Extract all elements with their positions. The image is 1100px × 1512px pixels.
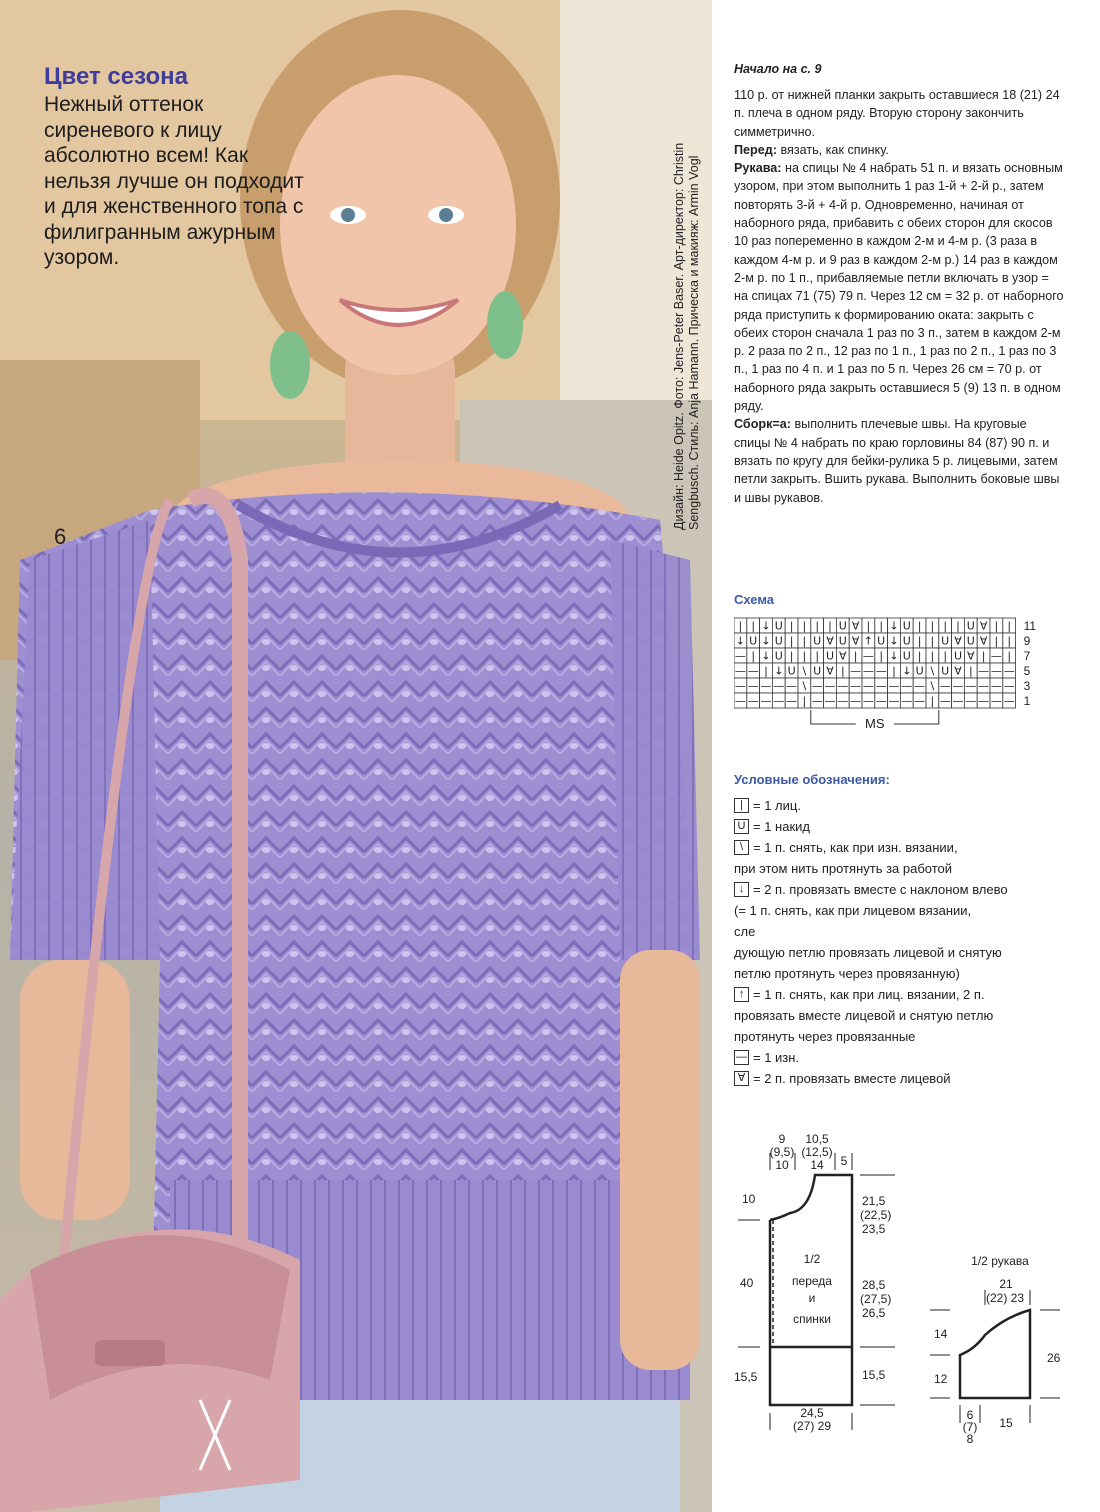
chart-symbol: — — [939, 694, 951, 708]
chart-symbol: ↓ — [761, 649, 771, 663]
legend-symbol: ↑ — [734, 987, 749, 1002]
chart-symbol: U — [774, 649, 783, 663]
body-label-1: 1/2 — [803, 1252, 821, 1266]
dim-right-2b: (27,5) — [860, 1292, 892, 1306]
dim-top-b2: (12,5) — [801, 1145, 833, 1159]
dim-left-bottom: 15,5 — [734, 1370, 758, 1384]
legend-item — [734, 942, 1074, 963]
dim-top-b1: 10,5 — [805, 1132, 829, 1146]
legend-text: петлю протянуть через провязанную) — [734, 966, 960, 981]
chart-row-number: 9 — [1023, 634, 1031, 648]
headline-text: Нежный оттенок сиреневого к лицу абсолютно всем! Как нельзя лучше он подходит и для женственного топа с филигранным ажурным узором. — [44, 93, 304, 269]
chart-symbol: — — [811, 679, 823, 693]
chart-symbol: | — [930, 694, 935, 708]
chart-symbol: — — [734, 679, 746, 693]
chart-symbol: ∀ — [826, 634, 834, 648]
dim-right-1b: (22,5) — [860, 1208, 892, 1222]
legend-item — [734, 795, 1074, 816]
chart-symbol: | — [943, 619, 948, 633]
chart-symbol: — — [786, 679, 798, 693]
sleeve-schematic — [930, 1254, 1061, 1446]
chart-symbol: — — [837, 694, 849, 708]
chart-row-number: 5 — [1023, 664, 1031, 678]
chart-symbol: U — [787, 664, 796, 678]
chart-symbol: — — [990, 649, 1002, 663]
chart-symbol: ↓ — [902, 664, 912, 678]
chart-symbol: U — [749, 634, 758, 648]
chart-symbol: — — [965, 694, 977, 708]
article-text — [734, 62, 1064, 507]
chart-symbol: — — [914, 679, 926, 693]
legend-text: дующую петлю провязать лицевой и снятую — [734, 945, 1002, 960]
chart-symbol: — — [850, 679, 862, 693]
chart-symbol: ↓ — [889, 634, 899, 648]
chart-symbol: — — [862, 694, 874, 708]
knitting-chart — [734, 616, 1064, 746]
front-text: вязать, как спинку. — [780, 142, 889, 157]
dim-top-a3: 10 — [775, 1158, 789, 1172]
legend-item — [734, 1026, 1074, 1047]
chart-symbol: U — [838, 619, 847, 633]
dim-right-3: 15,5 — [862, 1368, 886, 1382]
legend-item — [734, 963, 1074, 984]
credits-line-2: Sengbusch. Стиль: Anja Hamann. Прическа и макияж: Armin Vogl — [687, 155, 701, 530]
dim-left-mid: 40 — [740, 1276, 754, 1290]
chart-symbol: | — [1007, 619, 1012, 633]
chart-symbol: ∀ — [979, 619, 988, 633]
headline-title: Цвет сезона — [44, 63, 188, 90]
chart-symbol: — — [811, 694, 823, 708]
chart-symbol: U — [774, 619, 783, 633]
chart-symbol: — — [965, 679, 977, 693]
chart-symbol: ∀ — [851, 619, 860, 633]
sleeves-text: на спицы № 4 набрать 51 п. и вязать основным узором, при этом выполнить 1 раз 1-й + 2-й р., затем повторять 3-й + 4-й р. Одновременно, начиная от наборного ряда, прибавить с обеих сторон для скосов 10 раз попеременно в каждом 2-м и 4-м р. (3 раза в каждом 4-м р. и 9 раз в каждом 2-м р.) 14 раз в каждом 2-м р. по 1 п., прибавляемые петли включать в узор = на спицах 71 (75) 79 п. Через 12 см = 32 р. от наборного ряда приступить к формированию оката: закрыть с обеих сторон сначала 1 раз по 3 п., затем в каждом 2-м р. 2 раза по 2 п., 12 раз по 1 п., 1 раз по 2 п., 1 раз по 3 п., 1 раз по 4 п. и 1 раз по 5 п. Через 26 см = 70 р. от наборного ряда закрыть оставшиеся 5 (9) 13 п. в одном ряду. — [734, 161, 1064, 414]
chart-symbol: \ — [802, 679, 807, 693]
chart-symbol: | — [879, 649, 884, 663]
chart-symbol: — — [952, 694, 964, 708]
chart-symbol: | — [879, 619, 884, 633]
chart-symbol: — — [773, 694, 785, 708]
chart-symbol: U — [774, 634, 783, 648]
chart-symbol: ∀ — [826, 664, 834, 678]
chart-symbol: ↓ — [889, 649, 899, 663]
chart-symbol: \ — [802, 664, 807, 678]
legend-symbol: \ — [734, 840, 749, 855]
chart-symbol: U — [902, 634, 911, 648]
chart-symbol: | — [789, 649, 794, 663]
chart-symbol: ↑ — [863, 634, 874, 648]
legend-item — [734, 837, 1074, 858]
legend-list — [734, 795, 1074, 1089]
credits-line-1: Дизайн: Heide Opitz. Фото: Jens-Peter Baser. Арт-директор: Christin — [672, 142, 686, 530]
chart-symbol: | — [815, 619, 820, 633]
chart-symbol: — — [875, 664, 887, 678]
chart-symbol: — — [862, 649, 874, 663]
body-label-2: переда — [792, 1274, 832, 1288]
sleeve-bottom-a3: 8 — [966, 1432, 974, 1446]
legend-text: провязать вместе лицевой и снятую петлю — [734, 1008, 994, 1023]
chart-row-number: 7 — [1023, 649, 1031, 663]
legend-symbol: | — [734, 798, 749, 813]
chart-symbol: \ — [930, 679, 935, 693]
dim-right-2c: 26,5 — [862, 1306, 886, 1320]
sleeve-right: 26 — [1047, 1351, 1061, 1365]
chart-symbol: | — [892, 664, 896, 678]
sleeve-bottom-a1: 6 — [966, 1408, 974, 1422]
chart-symbol: | — [789, 634, 794, 648]
page-number: 6 — [54, 524, 67, 549]
chart-symbol: — — [990, 694, 1002, 708]
chart-symbol: | — [815, 649, 820, 663]
dim-right-2a: 28,5 — [862, 1278, 886, 1292]
continued-from: Начало на с. 9 — [734, 62, 822, 76]
chart-symbol: | — [917, 649, 922, 663]
legend-item — [734, 816, 1074, 837]
chart-symbol: U — [915, 664, 924, 678]
chart-symbol: U — [941, 664, 950, 678]
chart-symbol: — — [978, 694, 990, 708]
repeat-label: MS — [865, 716, 885, 731]
chart-symbol: ∀ — [954, 664, 962, 678]
sleeve-top-2: (22) 23 — [985, 1291, 1025, 1305]
front-label: Перед: — [734, 142, 777, 157]
chart-symbol: | — [1007, 634, 1012, 648]
paragraph-sleeves — [734, 159, 1064, 415]
chart-row-number: 1 — [1023, 694, 1031, 708]
chart-symbol: | — [738, 619, 743, 633]
paragraph-assembly — [734, 415, 1064, 506]
legend-text: = 2 п. провязать вместе лицевой — [753, 1071, 951, 1086]
chart-symbol: — — [760, 679, 772, 693]
chart-symbol: | — [930, 634, 935, 648]
chart-symbol: | — [802, 619, 807, 633]
chart-symbol: ∀ — [967, 649, 975, 663]
chart-symbol: U — [813, 634, 822, 648]
legend-title: Условные обозначения: — [734, 772, 890, 787]
legend-symbol: ∀ — [734, 1071, 749, 1086]
chart-symbol: — — [862, 664, 874, 678]
chart-symbol: U — [902, 649, 911, 663]
chart-symbol: — — [824, 679, 836, 693]
chart-symbol: — — [990, 679, 1002, 693]
chart-symbol: | — [751, 649, 756, 663]
chart-symbol: — — [1003, 664, 1015, 678]
chart-symbol: — — [875, 694, 887, 708]
legend-item — [734, 1068, 1074, 1089]
paragraph-front — [734, 141, 1064, 159]
chart-symbol: — — [978, 664, 990, 678]
chart-symbol: — — [734, 694, 746, 708]
dim-right-1c: 23,5 — [862, 1222, 886, 1236]
chart-symbol: — — [850, 664, 862, 678]
legend-item — [734, 879, 1074, 900]
chart-symbol: | — [751, 619, 756, 633]
chart-symbol: | — [802, 634, 807, 648]
legend-text: = 1 лиц. — [753, 798, 801, 813]
instructions-body — [734, 86, 1064, 507]
chart-symbol: ↓ — [735, 634, 746, 648]
chart-symbol: — — [747, 679, 759, 693]
chart-symbol: | — [853, 649, 858, 663]
chart-symbol: — — [862, 679, 874, 693]
dim-bottom-2: (27) 29 — [792, 1419, 832, 1433]
chart-symbol: | — [943, 649, 948, 663]
legend-text: = 2 п. провязать вместе с наклоном влево — [753, 882, 1008, 897]
chart-symbol: | — [802, 649, 807, 663]
legend-text: = 1 изн. — [753, 1050, 800, 1065]
chart-symbol: — — [901, 694, 913, 708]
chart-symbol: ∀ — [839, 649, 847, 663]
paragraph-shoulder: 110 р. от нижней планки закрыть оставшиеся 18 (21) 24 п. плеча в одном ряду. Вторую сторону закончить симметрично. — [734, 88, 1060, 139]
photo-credits — [672, 60, 702, 530]
chart-symbol: | — [981, 649, 986, 663]
chart-symbol: ↓ — [761, 634, 771, 648]
chart-symbol: U — [966, 619, 975, 633]
chart-symbol: U — [902, 619, 911, 633]
chart-symbol: | — [968, 664, 973, 678]
chart-symbol: U — [953, 649, 963, 663]
chart-symbol: — — [952, 679, 964, 693]
legend-symbol: U — [734, 819, 749, 834]
chart-symbol: — — [914, 694, 926, 708]
chart-symbol: — — [824, 694, 836, 708]
dim-top-a2: (9,5) — [769, 1145, 795, 1159]
chart-symbol: — — [939, 679, 951, 693]
chart-symbol: | — [930, 649, 935, 663]
legend-symbol: — — [736, 1051, 747, 1063]
chart-row-number: 3 — [1023, 679, 1031, 693]
legend-text: при этом нить протянуть за работой — [734, 861, 953, 876]
chart-symbol: ∀ — [954, 634, 962, 648]
legend-item — [734, 1005, 1074, 1026]
chart-symbol: — — [990, 664, 1002, 678]
chart-symbol: — — [773, 679, 785, 693]
sleeves-label: Рукава: — [734, 161, 782, 176]
chart-symbol: ∀ — [851, 634, 860, 648]
sleeve-left-2: 12 — [934, 1372, 948, 1386]
assembly-label: Сборк=а: — [734, 417, 791, 432]
dim-top-c: 5 — [840, 1154, 848, 1168]
chart-symbol: ↓ — [889, 619, 899, 633]
chart-symbol: U — [813, 664, 822, 678]
chart-symbol: ∀ — [979, 634, 988, 648]
chart-symbol: | — [956, 619, 960, 633]
chart-symbol: — — [760, 694, 772, 708]
sleeve-left-1: 14 — [934, 1327, 948, 1341]
legend-text: протянуть через провязанные — [734, 1029, 916, 1044]
sleeve-title: 1/2 рукава — [971, 1254, 1029, 1268]
schema-title: Схема — [734, 592, 775, 607]
chart-symbol: — — [837, 679, 849, 693]
sleeve-bottom-a2: (7) — [962, 1420, 978, 1434]
chart-symbol: | — [866, 619, 871, 633]
chart-symbol: | — [917, 619, 922, 633]
chart-row-number: 11 — [1023, 619, 1037, 633]
chart-symbol: | — [994, 619, 999, 633]
chart-symbol: | — [789, 619, 794, 633]
legend-item — [734, 900, 1074, 942]
dim-left-top: 10 — [742, 1192, 756, 1206]
chart-symbol: — — [850, 694, 862, 708]
chart-symbol: — — [1003, 694, 1015, 708]
chart-symbol: U — [825, 649, 835, 663]
body-schematic — [734, 1132, 895, 1433]
chart-symbol: — — [1003, 679, 1015, 693]
chart-symbol: — — [747, 694, 759, 708]
chart-symbol: | — [840, 664, 845, 678]
chart-symbol: — — [875, 679, 887, 693]
legend-item — [734, 858, 1074, 879]
chart-symbol: — — [786, 694, 798, 708]
dim-bottom-1: 24,5 — [800, 1406, 824, 1420]
chart-symbol: U — [966, 634, 975, 648]
chart-symbol: ↓ — [774, 664, 784, 678]
legend-item — [734, 984, 1074, 1005]
chart-symbol: — — [888, 679, 900, 693]
legend-text: = 1 п. снять, как при лиц. вязании, 2 п. — [753, 987, 985, 1002]
chart-symbol: U — [877, 634, 886, 648]
body-label-4: спинки — [793, 1312, 831, 1326]
pattern-schematics — [720, 1125, 1090, 1455]
chart-symbol: | — [930, 619, 935, 633]
chart-symbol: | — [802, 694, 807, 708]
legend-symbol: ↓ — [734, 882, 749, 897]
chart-symbol: — — [747, 664, 759, 678]
chart-symbol: — — [734, 664, 746, 678]
body-label-3: и — [808, 1291, 816, 1305]
dim-top-b3: 14 — [810, 1158, 824, 1172]
legend-text: (= 1 п. снять, как при лицевом вязании, сле — [734, 903, 972, 939]
chart-symbol: | — [764, 664, 768, 678]
chart-symbol: | — [828, 619, 832, 633]
dim-right-1a: 21,5 — [862, 1194, 886, 1208]
chart-symbol: — — [888, 694, 900, 708]
sleeve-bottom-b: 15 — [999, 1416, 1013, 1430]
chart-symbol: U — [941, 634, 950, 648]
legend-text: = 1 п. снять, как при изн. вязании, — [753, 840, 958, 855]
chart-symbol: | — [994, 634, 999, 648]
chart-symbol: — — [978, 679, 990, 693]
sleeve-top-1: 21 — [999, 1277, 1013, 1291]
chart-symbol: — — [734, 649, 746, 663]
assembly-text: выполнить плечевые швы. На круговые спицы № 4 набрать по краю горловины 84 (87) 90 п. и вязать по кругу для бейки-рулика 5 р. лицевыми, затем петли закрыть. Вшить рукава. Выполнить боковые швы и швы рукавов. — [734, 417, 1060, 505]
dim-top-a1: 9 — [778, 1132, 786, 1146]
chart-symbol: | — [917, 634, 922, 648]
chart-symbol: — — [901, 679, 913, 693]
chart-symbol: ↓ — [761, 619, 771, 633]
chart-symbol: U — [838, 634, 847, 648]
chart-symbol: \ — [930, 664, 935, 678]
legend-item — [734, 1047, 1074, 1068]
chart-symbol: | — [1007, 649, 1012, 663]
headline-block — [44, 62, 304, 271]
legend-text: = 1 накид — [753, 819, 810, 834]
